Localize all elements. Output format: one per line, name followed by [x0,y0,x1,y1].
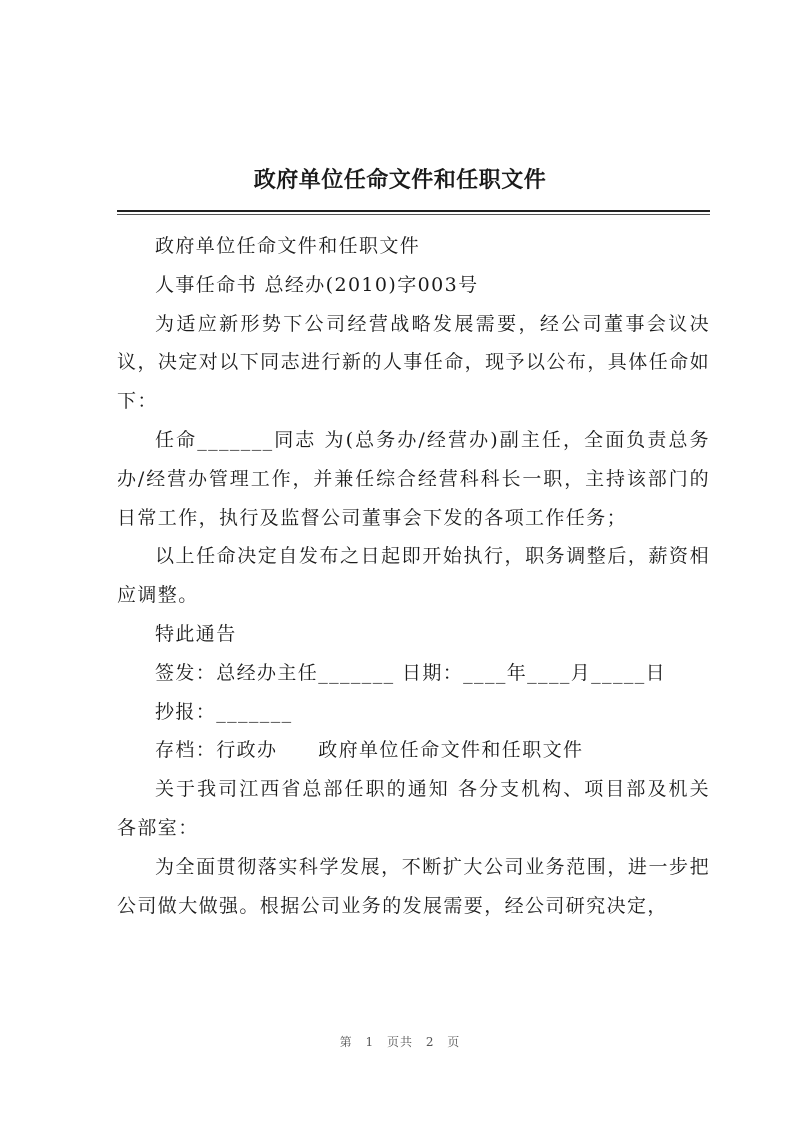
page-footer [0,1033,800,1050]
paragraph-appointment: 任命_______同志 为(总务办/经营办)副主任，全面负责总务办/经营办管理工作，并兼任综合经营科科长一职，主持该部门的日常工作，执行及监督公司董事会下发的各项工作任务； [117,428,710,529]
paragraph-effective: 以上任命决定自发布之日起即开始执行，职务调整后，薪资相应调整。 [117,545,710,607]
paragraph-archive: 存档：行政办 政府单位任命文件和任职文件 [155,739,584,762]
current-page-number: 1 [365,1035,375,1049]
paragraph-signature: 签发：总经办主任_______ 日期：____年____月_____日 [155,661,667,684]
paragraph-notice: 特此通告 [155,622,237,645]
paragraph-development: 为全面贯彻落实科学发展，不断扩大公司业务范围，进一步把公司做大做强。根据公司业务的发展需要，经公司研究决定， [117,855,710,917]
title-divider-thin [117,214,710,215]
paragraph-document-number: 人事任命书 总经办(2010)字003号 [155,273,479,296]
paragraph-notice-title: 关于我司江西省总部任职的通知 各分支机构、项目部及机关各部室： [117,778,710,839]
paragraph-cc: 抄报：_______ [155,700,293,723]
paragraph-intro: 为适应新形势下公司经营战略发展需要，经公司董事会议决议，决定对以下同志进行新的人事任命，现予以公布，具体任命如下： [117,312,710,413]
total-pages-number: 2 [425,1035,435,1049]
page-label-suffix: 页 [447,1035,461,1049]
document-body [117,227,710,925]
paragraph-heading: 政府单位任命文件和任职文件 [155,235,421,257]
document-title: 政府单位任命文件和任职文件 [253,167,547,193]
title-divider-thick [117,210,710,212]
page-label-middle: 页共 [386,1035,413,1049]
page-label-prefix: 第 [339,1035,353,1049]
